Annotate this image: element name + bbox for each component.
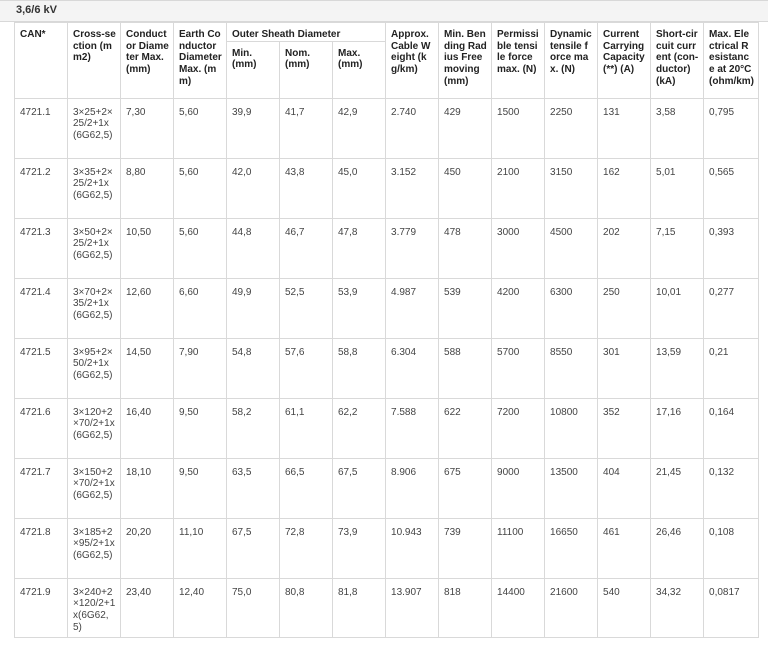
header-outer-sheath-diameter: Outer Sheath Diameter bbox=[227, 23, 386, 42]
header-cross-section: Cross-section (mm2) bbox=[68, 23, 121, 99]
cell-outer-min: 44,8 bbox=[227, 218, 280, 278]
cell-cross-section: 3×35+2×25/2+1x(6G62,5) bbox=[68, 158, 121, 218]
cell-electrical-resistance: 0,108 bbox=[704, 518, 759, 578]
cell-bending-radius: 478 bbox=[439, 218, 492, 278]
header-outer-max: Max. (mm) bbox=[333, 41, 386, 98]
table-row bbox=[15, 278, 759, 338]
cell-earth-conductor-diameter: 5,60 bbox=[174, 98, 227, 158]
table-row bbox=[15, 158, 759, 218]
cell-outer-nom: 46,7 bbox=[280, 218, 333, 278]
cell-bending-radius: 588 bbox=[439, 338, 492, 398]
cell-tensile-force: 5700 bbox=[492, 338, 545, 398]
cell-outer-max: 53,9 bbox=[333, 278, 386, 338]
cell-earth-conductor-diameter: 7,90 bbox=[174, 338, 227, 398]
cell-bending-radius: 675 bbox=[439, 458, 492, 518]
cell-outer-min: 54,8 bbox=[227, 338, 280, 398]
header-can: CAN* bbox=[15, 23, 68, 99]
header-dynamic-tensile-force: Dynamic tensile force max. (N) bbox=[545, 23, 598, 99]
cell-tensile-force: 2100 bbox=[492, 158, 545, 218]
cell-tensile-force: 11100 bbox=[492, 518, 545, 578]
cell-outer-max: 58,8 bbox=[333, 338, 386, 398]
cell-tensile-force: 1500 bbox=[492, 98, 545, 158]
header-outer-min: Min. (mm) bbox=[227, 41, 280, 98]
cell-electrical-resistance: 0,0817 bbox=[704, 578, 759, 637]
cell-outer-max: 42,9 bbox=[333, 98, 386, 158]
cell-can: 4721.9 bbox=[15, 578, 68, 637]
table-row bbox=[15, 398, 759, 458]
cell-cable-weight: 7.588 bbox=[386, 398, 439, 458]
cable-spec-table bbox=[14, 22, 759, 638]
cell-dynamic-tensile-force: 21600 bbox=[545, 578, 598, 637]
cell-current-capacity: 404 bbox=[598, 458, 651, 518]
table-row bbox=[15, 98, 759, 158]
cell-dynamic-tensile-force: 2250 bbox=[545, 98, 598, 158]
header-short-circuit-current: Short-circuit current (con-ductor) (kA) bbox=[651, 23, 704, 99]
cell-current-capacity: 131 bbox=[598, 98, 651, 158]
cell-outer-nom: 41,7 bbox=[280, 98, 333, 158]
cell-electrical-resistance: 0,132 bbox=[704, 458, 759, 518]
cell-can: 4721.7 bbox=[15, 458, 68, 518]
cell-earth-conductor-diameter: 6,60 bbox=[174, 278, 227, 338]
cell-cable-weight: 6.304 bbox=[386, 338, 439, 398]
cell-short-circuit-current: 13,59 bbox=[651, 338, 704, 398]
cell-conductor-diameter: 16,40 bbox=[121, 398, 174, 458]
cell-electrical-resistance: 0,565 bbox=[704, 158, 759, 218]
cell-cable-weight: 10.943 bbox=[386, 518, 439, 578]
cell-outer-max: 45,0 bbox=[333, 158, 386, 218]
cell-conductor-diameter: 7,30 bbox=[121, 98, 174, 158]
cell-cross-section: 3×240+2×120/2+1x(6G62,5) bbox=[68, 578, 121, 637]
cell-outer-nom: 80,8 bbox=[280, 578, 333, 637]
cell-can: 4721.3 bbox=[15, 218, 68, 278]
cell-bending-radius: 622 bbox=[439, 398, 492, 458]
cell-outer-min: 42,0 bbox=[227, 158, 280, 218]
cell-short-circuit-current: 7,15 bbox=[651, 218, 704, 278]
cell-electrical-resistance: 0,21 bbox=[704, 338, 759, 398]
cell-cross-section: 3×25+2×25/2+1x(6G62,5) bbox=[68, 98, 121, 158]
cell-conductor-diameter: 14,50 bbox=[121, 338, 174, 398]
cell-tensile-force: 7200 bbox=[492, 398, 545, 458]
cell-earth-conductor-diameter: 11,10 bbox=[174, 518, 227, 578]
cell-bending-radius: 539 bbox=[439, 278, 492, 338]
cell-current-capacity: 461 bbox=[598, 518, 651, 578]
cell-outer-max: 73,9 bbox=[333, 518, 386, 578]
header-earth-conductor-diameter: Earth Conductor Diameter Max. (mm) bbox=[174, 23, 227, 99]
cell-electrical-resistance: 0,164 bbox=[704, 398, 759, 458]
cell-cable-weight: 4.987 bbox=[386, 278, 439, 338]
header-row bbox=[15, 23, 759, 42]
cell-bending-radius: 818 bbox=[439, 578, 492, 637]
cell-outer-nom: 66,5 bbox=[280, 458, 333, 518]
table-body bbox=[15, 98, 759, 637]
header-conductor-diameter: Conductor Diameter Max. (mm) bbox=[121, 23, 174, 99]
cell-can: 4721.8 bbox=[15, 518, 68, 578]
table-row bbox=[15, 458, 759, 518]
cell-cross-section: 3×150+2×70/2+1x(6G62,5) bbox=[68, 458, 121, 518]
cell-short-circuit-current: 17,16 bbox=[651, 398, 704, 458]
cell-electrical-resistance: 0,277 bbox=[704, 278, 759, 338]
cell-outer-min: 58,2 bbox=[227, 398, 280, 458]
cell-bending-radius: 429 bbox=[439, 98, 492, 158]
cell-current-capacity: 202 bbox=[598, 218, 651, 278]
cell-short-circuit-current: 21,45 bbox=[651, 458, 704, 518]
cell-can: 4721.5 bbox=[15, 338, 68, 398]
cell-outer-nom: 57,6 bbox=[280, 338, 333, 398]
cell-tensile-force: 9000 bbox=[492, 458, 545, 518]
cell-electrical-resistance: 0,393 bbox=[704, 218, 759, 278]
cell-cable-weight: 3.779 bbox=[386, 218, 439, 278]
header-electrical-resistance: Max. Electrical Resistance at 20°C (ohm/km) bbox=[704, 23, 759, 99]
cell-dynamic-tensile-force: 3150 bbox=[545, 158, 598, 218]
cell-can: 4721.6 bbox=[15, 398, 68, 458]
cell-earth-conductor-diameter: 9,50 bbox=[174, 398, 227, 458]
cell-cross-section: 3×70+2×35/2+1x(6G62,5) bbox=[68, 278, 121, 338]
cell-dynamic-tensile-force: 6300 bbox=[545, 278, 598, 338]
cell-short-circuit-current: 10,01 bbox=[651, 278, 704, 338]
cell-cross-section: 3×50+2×25/2+1x(6G62,5) bbox=[68, 218, 121, 278]
cell-dynamic-tensile-force: 16650 bbox=[545, 518, 598, 578]
cell-cable-weight: 13.907 bbox=[386, 578, 439, 637]
cell-conductor-diameter: 18,10 bbox=[121, 458, 174, 518]
cell-outer-min: 63,5 bbox=[227, 458, 280, 518]
cell-earth-conductor-diameter: 5,60 bbox=[174, 158, 227, 218]
cell-tensile-force: 4200 bbox=[492, 278, 545, 338]
cell-outer-min: 75,0 bbox=[227, 578, 280, 637]
cell-outer-nom: 43,8 bbox=[280, 158, 333, 218]
cell-outer-nom: 72,8 bbox=[280, 518, 333, 578]
cell-dynamic-tensile-force: 4500 bbox=[545, 218, 598, 278]
cell-conductor-diameter: 23,40 bbox=[121, 578, 174, 637]
cell-outer-max: 81,8 bbox=[333, 578, 386, 637]
header-tensile-force: Permissible tensile force max. (N) bbox=[492, 23, 545, 99]
cell-outer-max: 62,2 bbox=[333, 398, 386, 458]
cell-current-capacity: 250 bbox=[598, 278, 651, 338]
cell-earth-conductor-diameter: 9,50 bbox=[174, 458, 227, 518]
table-row bbox=[15, 338, 759, 398]
cell-tensile-force: 3000 bbox=[492, 218, 545, 278]
cell-dynamic-tensile-force: 13500 bbox=[545, 458, 598, 518]
cell-outer-max: 67,5 bbox=[333, 458, 386, 518]
cell-can: 4721.1 bbox=[15, 98, 68, 158]
cell-cable-weight: 3.152 bbox=[386, 158, 439, 218]
cell-conductor-diameter: 8,80 bbox=[121, 158, 174, 218]
cell-electrical-resistance: 0,795 bbox=[704, 98, 759, 158]
cell-cable-weight: 2.740 bbox=[386, 98, 439, 158]
cell-cross-section: 3×120+2×70/2+1x(6G62,5) bbox=[68, 398, 121, 458]
cell-conductor-diameter: 12,60 bbox=[121, 278, 174, 338]
cell-short-circuit-current: 34,32 bbox=[651, 578, 704, 637]
cell-dynamic-tensile-force: 8550 bbox=[545, 338, 598, 398]
cell-bending-radius: 450 bbox=[439, 158, 492, 218]
cell-outer-max: 47,8 bbox=[333, 218, 386, 278]
header-bending-radius: Min. Bending Radius Free moving (mm) bbox=[439, 23, 492, 99]
cell-short-circuit-current: 3,58 bbox=[651, 98, 704, 158]
cell-cable-weight: 8.906 bbox=[386, 458, 439, 518]
cell-can: 4721.2 bbox=[15, 158, 68, 218]
cell-short-circuit-current: 5,01 bbox=[651, 158, 704, 218]
cell-earth-conductor-diameter: 5,60 bbox=[174, 218, 227, 278]
cell-can: 4721.4 bbox=[15, 278, 68, 338]
table-row bbox=[15, 578, 759, 637]
cell-conductor-diameter: 20,20 bbox=[121, 518, 174, 578]
table-row bbox=[15, 218, 759, 278]
cell-current-capacity: 540 bbox=[598, 578, 651, 637]
cell-dynamic-tensile-force: 10800 bbox=[545, 398, 598, 458]
cell-conductor-diameter: 10,50 bbox=[121, 218, 174, 278]
cell-outer-nom: 61,1 bbox=[280, 398, 333, 458]
cell-bending-radius: 739 bbox=[439, 518, 492, 578]
cell-current-capacity: 301 bbox=[598, 338, 651, 398]
cell-current-capacity: 352 bbox=[598, 398, 651, 458]
cell-outer-min: 39,9 bbox=[227, 98, 280, 158]
header-cable-weight: Approx. Cable Weight (kg/km) bbox=[386, 23, 439, 99]
cell-outer-min: 49,9 bbox=[227, 278, 280, 338]
cell-current-capacity: 162 bbox=[598, 158, 651, 218]
cell-tensile-force: 14400 bbox=[492, 578, 545, 637]
cell-cross-section: 3×185+2×95/2+1x(6G62,5) bbox=[68, 518, 121, 578]
cell-outer-nom: 52,5 bbox=[280, 278, 333, 338]
header-current-capacity: Current Carrying Capacity (**) (A) bbox=[598, 23, 651, 99]
section-title: 3,6/6 kV bbox=[0, 0, 768, 22]
cell-short-circuit-current: 26,46 bbox=[651, 518, 704, 578]
table-row bbox=[15, 518, 759, 578]
cell-earth-conductor-diameter: 12,40 bbox=[174, 578, 227, 637]
header-outer-nom: Nom. (mm) bbox=[280, 41, 333, 98]
cell-outer-min: 67,5 bbox=[227, 518, 280, 578]
cell-cross-section: 3×95+2×50/2+1x(6G62,5) bbox=[68, 338, 121, 398]
